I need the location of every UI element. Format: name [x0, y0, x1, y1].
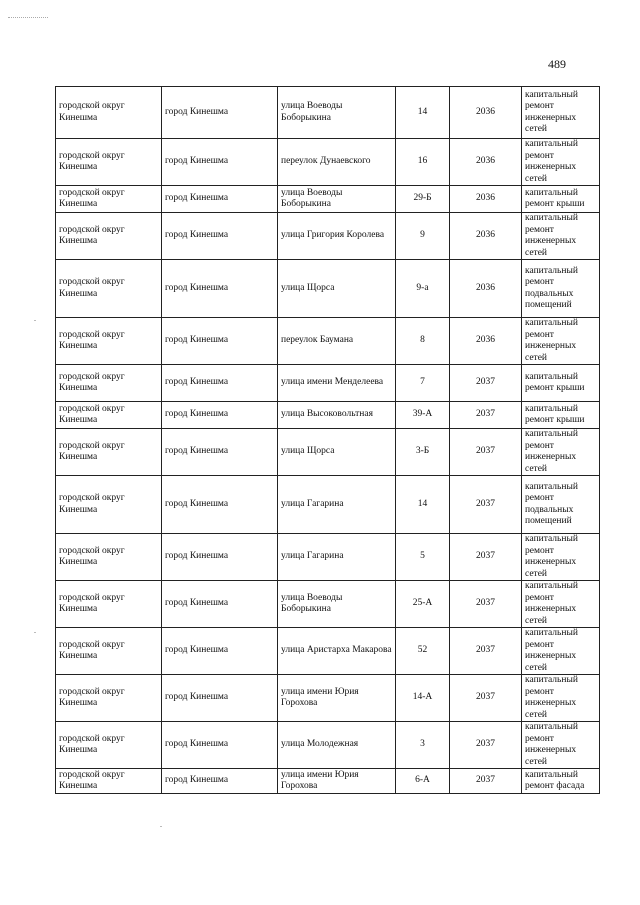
year-cell: 2037: [450, 534, 522, 581]
work-type-cell: капитальный ремонт фасада: [522, 769, 600, 794]
year-cell: 2036: [450, 260, 522, 318]
district-cell: городской округ Кинешма: [56, 675, 162, 722]
work-type-cell: капитальный ремонт инженерных сетей: [522, 213, 600, 260]
street-cell: улица Гагарина: [278, 534, 396, 581]
house-number-cell: 52: [396, 628, 450, 675]
district-cell: городской округ Кинешма: [56, 87, 162, 139]
street-cell: улица Воеводы Боборыкина: [278, 186, 396, 213]
house-number-cell: 8: [396, 318, 450, 365]
work-type-cell: капитальный ремонт инженерных сетей: [522, 534, 600, 581]
district-cell: городской округ Кинешма: [56, 769, 162, 794]
city-cell: город Кинешма: [162, 628, 278, 675]
house-number-cell: 39-А: [396, 402, 450, 429]
table-row: [56, 139, 600, 186]
table-row: [56, 213, 600, 260]
table-row: [56, 318, 600, 365]
scan-header-mark: [8, 17, 48, 20]
city-cell: город Кинешма: [162, 318, 278, 365]
street-cell: переулок Дунаевского: [278, 139, 396, 186]
house-number-cell: 3-Б: [396, 429, 450, 476]
house-number-cell: 14: [396, 476, 450, 534]
city-cell: город Кинешма: [162, 722, 278, 769]
house-number-cell: 6-А: [396, 769, 450, 794]
house-number-cell: 14: [396, 87, 450, 139]
scan-speck: [34, 632, 36, 633]
year-cell: 2037: [450, 722, 522, 769]
street-cell: переулок Баумана: [278, 318, 396, 365]
city-cell: город Кинешма: [162, 260, 278, 318]
work-type-cell: капитальный ремонт инженерных сетей: [522, 429, 600, 476]
street-cell: улица имени Менделеева: [278, 365, 396, 402]
house-number-cell: 5: [396, 534, 450, 581]
work-type-cell: капитальный ремонт инженерных сетей: [522, 675, 600, 722]
city-cell: город Кинешма: [162, 581, 278, 628]
house-number-cell: 14-А: [396, 675, 450, 722]
table-row: [56, 429, 600, 476]
city-cell: город Кинешма: [162, 139, 278, 186]
city-cell: город Кинешма: [162, 186, 278, 213]
work-type-cell: капитальный ремонт инженерных сетей: [522, 581, 600, 628]
street-cell: улица Молодежная: [278, 722, 396, 769]
work-type-cell: капитальный ремонт крыши: [522, 186, 600, 213]
house-number-cell: 9-а: [396, 260, 450, 318]
year-cell: 2037: [450, 628, 522, 675]
repair-schedule-table: [55, 86, 600, 794]
work-type-cell: капитальный ремонт крыши: [522, 365, 600, 402]
year-cell: 2036: [450, 87, 522, 139]
page-number: 489: [548, 57, 566, 71]
house-number-cell: 25-А: [396, 581, 450, 628]
table-row: [56, 722, 600, 769]
table-row: [56, 581, 600, 628]
street-cell: улица имени Юрия Горохова: [278, 769, 396, 794]
work-type-cell: капитальный ремонт подвальных помещений: [522, 476, 600, 534]
house-number-cell: 3: [396, 722, 450, 769]
table-row: [56, 87, 600, 139]
year-cell: 2037: [450, 675, 522, 722]
year-cell: 2037: [450, 581, 522, 628]
city-cell: город Кинешма: [162, 365, 278, 402]
city-cell: город Кинешма: [162, 534, 278, 581]
district-cell: городской округ Кинешма: [56, 581, 162, 628]
table-row: [56, 534, 600, 581]
street-cell: улица Щорса: [278, 429, 396, 476]
district-cell: городской округ Кинешма: [56, 628, 162, 675]
work-type-cell: капитальный ремонт крыши: [522, 402, 600, 429]
city-cell: город Кинешма: [162, 87, 278, 139]
district-cell: городской округ Кинешма: [56, 186, 162, 213]
district-cell: городской округ Кинешма: [56, 429, 162, 476]
district-cell: городской округ Кинешма: [56, 402, 162, 429]
work-type-cell: капитальный ремонт инженерных сетей: [522, 87, 600, 139]
city-cell: город Кинешма: [162, 769, 278, 794]
year-cell: 2037: [450, 769, 522, 794]
table-row: [56, 476, 600, 534]
year-cell: 2036: [450, 213, 522, 260]
district-cell: городской округ Кинешма: [56, 139, 162, 186]
street-cell: улица Аристарха Макарова: [278, 628, 396, 675]
table-row: [56, 628, 600, 675]
year-cell: 2036: [450, 186, 522, 213]
city-cell: город Кинешма: [162, 213, 278, 260]
street-cell: улица Григория Королева: [278, 213, 396, 260]
city-cell: город Кинешма: [162, 402, 278, 429]
table-row: [56, 365, 600, 402]
table-row: [56, 260, 600, 318]
street-cell: улица имени Юрия Горохова: [278, 675, 396, 722]
district-cell: городской округ Кинешма: [56, 260, 162, 318]
district-cell: городской округ Кинешма: [56, 722, 162, 769]
work-type-cell: капитальный ремонт инженерных сетей: [522, 628, 600, 675]
district-cell: городской округ Кинешма: [56, 476, 162, 534]
street-cell: улица Гагарина: [278, 476, 396, 534]
year-cell: 2037: [450, 402, 522, 429]
street-cell: улица Воеводы Боборыкина: [278, 87, 396, 139]
year-cell: 2037: [450, 365, 522, 402]
table-row: [56, 675, 600, 722]
year-cell: 2037: [450, 476, 522, 534]
table-row: [56, 402, 600, 429]
work-type-cell: капитальный ремонт инженерных сетей: [522, 318, 600, 365]
table-row: [56, 186, 600, 213]
city-cell: город Кинешма: [162, 429, 278, 476]
year-cell: 2036: [450, 318, 522, 365]
city-cell: город Кинешма: [162, 476, 278, 534]
district-cell: городской округ Кинешма: [56, 213, 162, 260]
table-row: [56, 769, 600, 794]
scan-speck: [34, 320, 36, 321]
house-number-cell: 16: [396, 139, 450, 186]
year-cell: 2036: [450, 139, 522, 186]
district-cell: городской округ Кинешма: [56, 365, 162, 402]
work-type-cell: капитальный ремонт инженерных сетей: [522, 722, 600, 769]
table-body: [56, 87, 600, 794]
city-cell: город Кинешма: [162, 675, 278, 722]
year-cell: 2037: [450, 429, 522, 476]
street-cell: улица Щорса: [278, 260, 396, 318]
house-number-cell: 7: [396, 365, 450, 402]
house-number-cell: 29-Б: [396, 186, 450, 213]
house-number-cell: 9: [396, 213, 450, 260]
district-cell: городской округ Кинешма: [56, 534, 162, 581]
street-cell: улица Воеводы Боборыкина: [278, 581, 396, 628]
work-type-cell: капитальный ремонт инженерных сетей: [522, 139, 600, 186]
scan-speck: [160, 826, 162, 827]
street-cell: улица Высоковольтная: [278, 402, 396, 429]
district-cell: городской округ Кинешма: [56, 318, 162, 365]
work-type-cell: капитальный ремонт подвальных помещений: [522, 260, 600, 318]
